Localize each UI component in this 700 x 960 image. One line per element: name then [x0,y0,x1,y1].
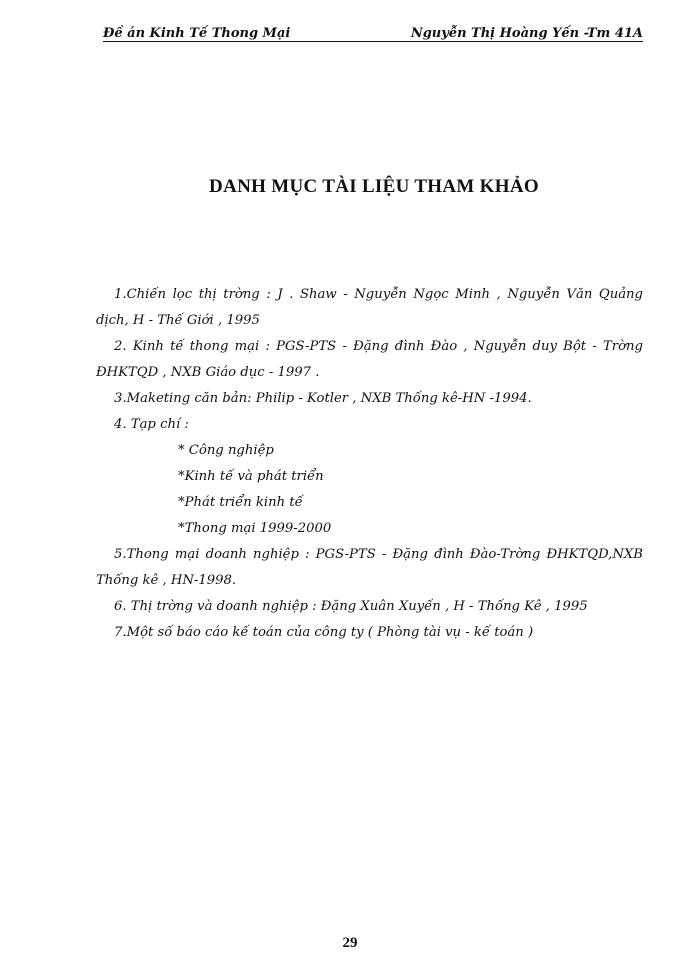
page-number: 29 [342,935,358,951]
journal-item: *Kinh tế và phát triển [178,469,324,484]
reference-item: 1.Chiến lọc thị trờng : J . Shaw - Nguyễn Ngọc Minh , Nguyễn Văn Quảng dịch, H - Thế Giới , 1995 [96,287,643,328]
journal-item: * Công nghiệp [178,443,274,458]
reference-list [96,282,643,646]
header-rule [103,41,643,42]
reference-item: 4. Tạp chí : [114,417,189,432]
reference-item: 7.Một số báo cáo kế toán của công ty ( Phòng tài vụ - kế toán ) [114,625,534,640]
page-title: DANH MỤC TÀI LIỆU THAM KHẢO [209,176,539,197]
reference-item: 5.Thong mại doanh nghiệp : PGS-PTS - Đặng đình Đào-Trờng ĐHKTQD,NXB Thống kê , HN-1998. [96,547,643,588]
header-right-text: Nguyễn Thị Hoàng Yến -Tm 41A [410,26,643,41]
journal-item: *Thong mại 1999-2000 [178,521,332,536]
reference-item: 3.Maketing căn bản: Philip - Kotler , NXB Thống kê-HN -1994. [114,391,532,406]
header-left-text: Đề án Kinh Tế Thong Mại [103,26,291,41]
reference-item: 2. Kinh tế thong mại : PGS-PTS - Đặng đình Đào , Nguyễn duy Bột - Trờng ĐHKTQD , NXB Giáo dục - 1997 . [96,339,643,380]
journal-item: *Phát triển kinh tế [178,495,303,510]
reference-item: 6. Thị trờng và doanh nghiệp : Đặng Xuân Xuyến , H - Thống Kê , 1995 [114,599,588,614]
